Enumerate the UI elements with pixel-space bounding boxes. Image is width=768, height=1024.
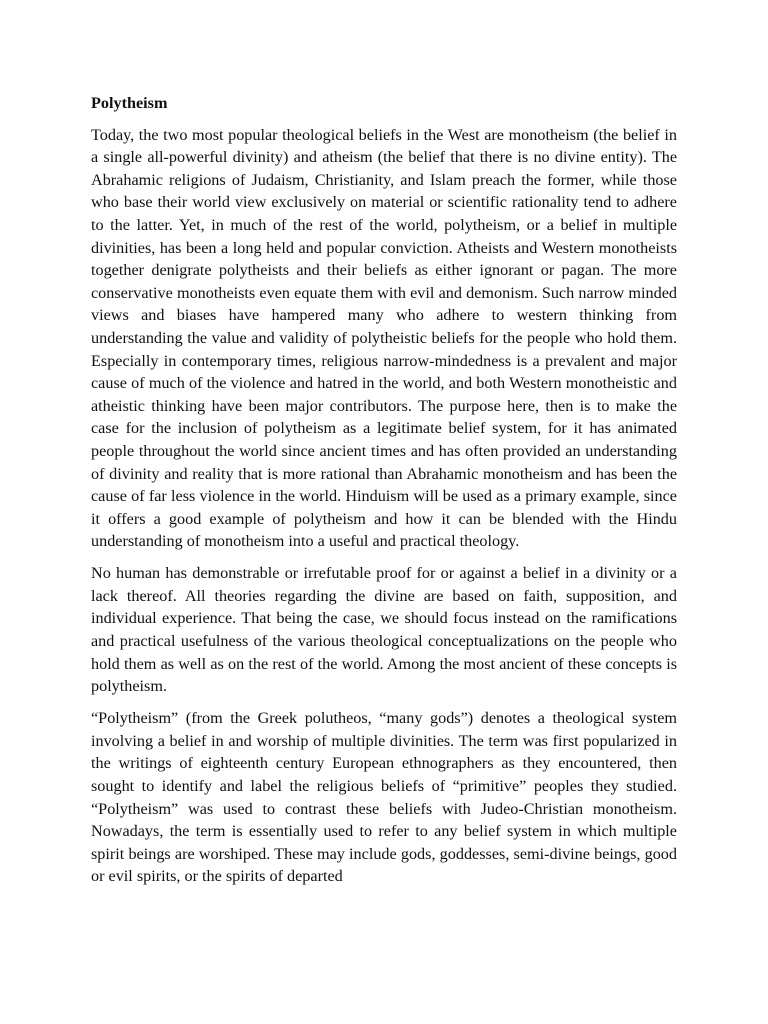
paragraph-3: “Polytheism” (from the Greek polutheos, “many gods”) denotes a theological system involving a belief in and worship of multiple divinities. The term was first popularized in the writings of eighteenth century European ethnographers as they encountered, then sought to identify and label the religious beliefs of “primitive” peoples they studied. “Polytheism” was used to contrast these beliefs with Judeo-Christian monotheism. Nowadays, the term is essentially used to refer to any belief system in which multiple spirit beings are worshiped. These may include gods, goddesses, semi-divine beings, good or evil spirits, or the spirits of departed — [91, 709, 677, 886]
document-heading: Polytheism — [91, 94, 168, 112]
document-page — [91, 92, 677, 897]
paragraph-1: Today, the two most popular theological beliefs in the West are monotheism (the belief in a single all-powerful divinity) and atheism (the belief that there is no divine entity). The Abrahamic religions of Judaism, Christianity, and Islam preach the former, while those who base their world view exclusively on material or scientific rationality tend to adhere to the latter. Yet, in much of the rest of the world, polytheism, or a belief in multiple divinities, has been a long held and popular conviction. Atheists and Western monotheists together denigrate polytheists and their beliefs as either ignorant or pagan. The more conservative monotheists even equate them with evil and demonism. Such narrow minded views and biases have hampered many who adhere to western thinking from understanding the value and validity of polytheistic beliefs for the people who hold them. Especially in contemporary times, religious narrow-mindedness is a prevalent and major cause of much of the violence and hatred in the world, and both Western monotheistic and atheistic thinking have been major contributors. The purpose here, then is to make the case for the inclusion of polytheism as a legitimate belief system, for it has animated people throughout the world since ancient times and has often provided an understanding of divinity and reality that is more rational than Abrahamic monotheism and has been the cause of far less violence in the world. Hinduism will be used as a primary example, since it offers a good example of polytheism and how it can be blended with the Hindu understanding of monotheism into a useful and practical theology. — [91, 125, 677, 551]
paragraph-2: No human has demonstrable or irrefutable proof for or against a belief in a divinity or a lack thereof. All theories regarding the divine are based on faith, supposition, and individual experience. That being the case, we should focus instead on the ramifications and practical usefulness of the various theological conceptualizations on the people who hold them as well as on the rest of the world. Among the most ancient of these concepts is polytheism. — [91, 564, 677, 696]
